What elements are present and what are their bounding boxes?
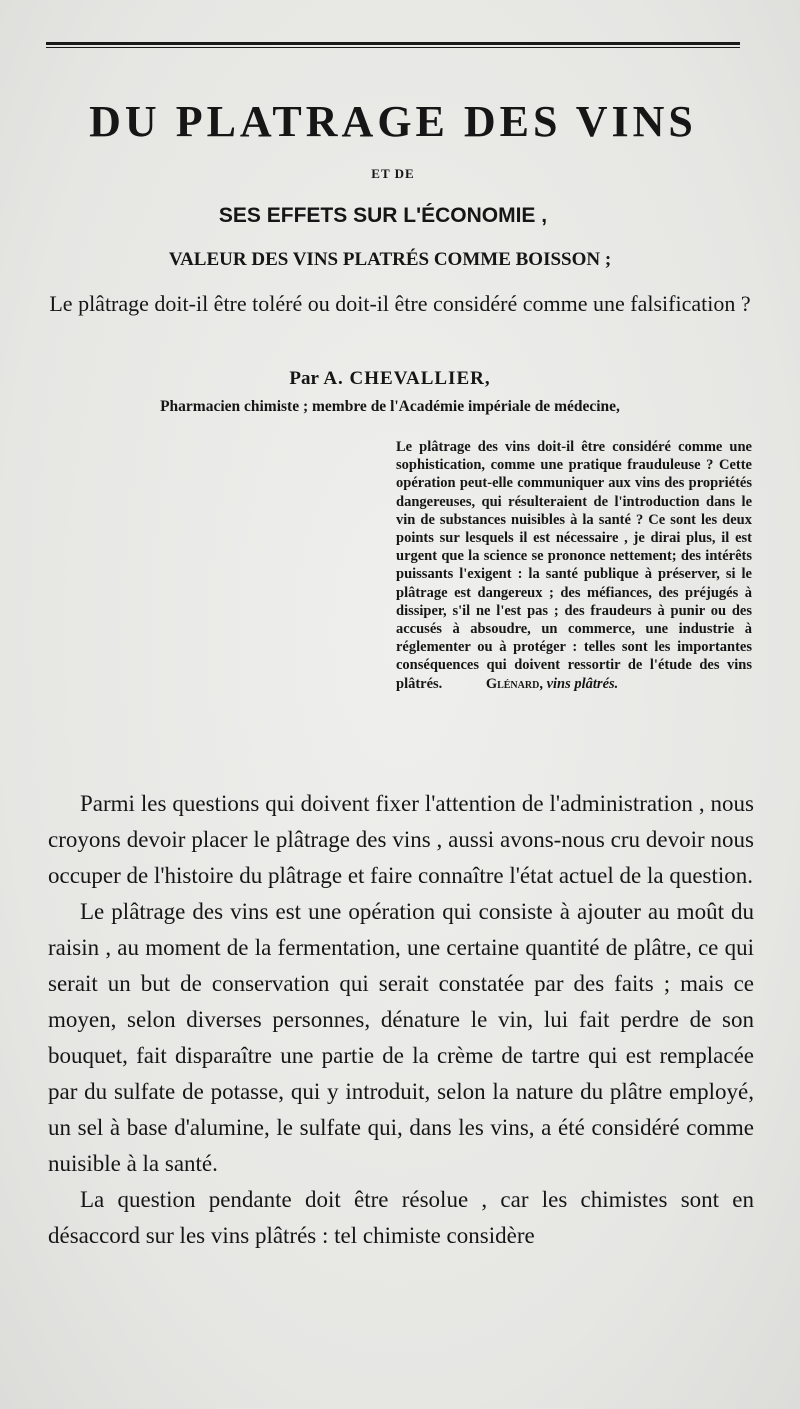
epigraph-source [446,676,618,692]
paragraph: Le plâtrage des vins est une opération qui consiste à ajouter au moût du raisin , au moment de la fermentation, une certaine quantité de plâtre, ce qui serait un but de conservation qui serait constatée par des faits ; mais ce moyen, selon diverses personnes, dénature le vin, lui fait perdre de son bouquet, fait disparaître une partie de la crème de tartre qui est remplacée par du sulfate de potasse, qui y introduit, selon la nature du plâtre employé, un sel à base d'alumine, le sulfate qui, dans les vins, a été considéré comme nuisible à la santé. [48,899,754,1176]
epigraph-source-title: vins plâtrés. [546,675,619,692]
epigraph-text: Le plâtrage des vins doit-il être considéré comme une sophistication, comme une pratique frauduleuse ? Cette opération peut-elle communiquer aux vins des propriétés dangereuses, qui résulteraient de l'introduction dans le vin de substances nuisibles à la santé ? Ce sont les deux points sur lesquels il est nécessaire , je dirai plus, il est urgent que la science se prononce nettement; des intérêts puissants l'exigent : la santé publique à préserver, si le plâtrage est dangereux ; des méfiances, des préjugés à dissiper, s'il ne l'est pas ; des fraudeurs à punir ou des accusés à absoudre, un commerce, une industrie à réglementer ou à protéger : telles sont les importantes conséquences qui doivent ressortir de l'étude des vins plâtrés. [396,439,752,692]
paragraph: Parmi les questions qui doivent fixer l'attention de l'administration , nous croyons devoir placer le plâtrage des vins , aussi avons-nous cru devoir nous occuper de l'histoire du plâtrage et faire connaître l'état actuel de la question. [48,791,754,888]
epigraph-source-author: Glénard, [485,675,543,692]
subtitle-economy: SES EFFETS SUR L'ÉCONOMIE , [218,204,548,227]
title-connector: ET DE [371,166,415,181]
body-text [48,786,754,1254]
subtitle-question: Le plâtrage doit-il être toléré ou doit-il être considéré comme une falsification ? [49,291,751,316]
subtitle-value: VALEUR DES VINS PLATRÉS COMME BOISSON ; [168,249,612,270]
author-affiliation: Pharmacien chimiste ; membre de l'Académie impériale de médecine, [160,398,620,415]
author-prefix: Par [289,368,324,389]
header-rule [46,42,740,48]
epigraph [396,438,752,693]
article-title: DU PLATRAGE DES VINS [89,97,697,146]
paragraph: La question pendante doit être résolue , car les chimistes sont en désaccord sur les vins plâtrés : tel chimiste considère [48,1187,754,1248]
author-line [0,368,780,390]
author-name: A. CHEVALLIER, [323,368,491,389]
